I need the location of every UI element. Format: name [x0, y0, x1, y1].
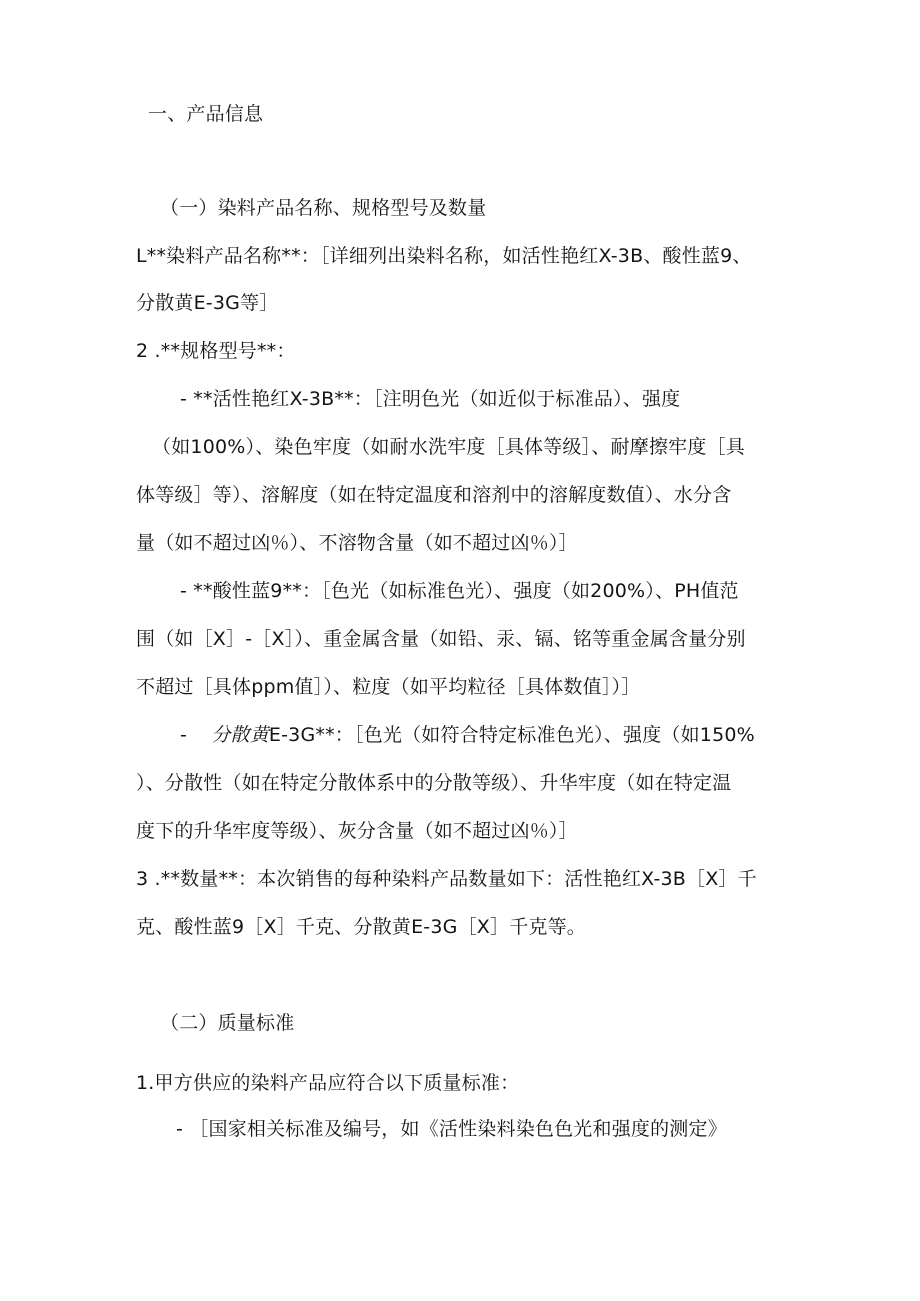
item1-line1: L**染料产品名称**：［详细列出染料名称，如活性艳红X-3B、酸性蓝9、	[136, 245, 752, 267]
quality-bullet1: - ［国家相关标准及编号，如《活性染料染色色光和强度的测定》	[176, 1118, 727, 1140]
section-heading: 一、产品信息	[148, 103, 264, 125]
item3-line1: 3 .**数量**：本次销售的每种染料产品数量如下：活性艳红X-3B［X］千	[136, 868, 757, 890]
spec3-dash: -	[180, 724, 188, 746]
item2-label: 2 .**规格型号**：	[136, 340, 296, 362]
spec3-line1	[180, 723, 755, 747]
spec2-line1: - **酸性蓝9**：［色光（如标准色光）、强度（如200%）、PH值范	[180, 580, 739, 602]
spec1-line1: - **活性艳红X-3B**：［注明色光（如近似于标准品）、强度	[180, 388, 681, 410]
spec3-rest: E-3G**：［色光（如符合特定标准色光）、强度（如150%	[268, 724, 755, 746]
spec2-line3: 不超过［具体ppm值］）、粒度（如平均粒径［具体数值］）］	[136, 676, 641, 698]
spec1-line2: （如100%）、染色牢度（如耐水洗牢度［具体等级］、耐摩擦牢度［具	[152, 436, 745, 458]
spec2-line2: 围（如［X］-［X］）、重金属含量（如铅、汞、镉、铭等重金属含量分别	[136, 628, 746, 650]
quality-item1: 1.甲方供应的染料产品应符合以下质量标准：	[136, 1072, 520, 1094]
subsection-heading-2: （二）质量标准	[160, 1012, 295, 1034]
spec1-line3: 体等级］等）、溶解度（如在特定温度和溶剂中的溶解度数值）、水分含	[136, 484, 732, 506]
subsection-heading-1: （一）染料产品名称、规格型号及数量	[160, 197, 487, 219]
item1-line2: 分散黄E-3G等］	[136, 292, 279, 314]
spec3-line3: 度下的升华牢度等级）、灰分含量（如不超过凶％）］	[136, 820, 578, 842]
spec1-line4: 量（如不超过凶％）、不溶物含量（如不超过凶％）］	[136, 532, 578, 554]
spec3-line2: ）、分散性（如在特定分散体系中的分散等级）、升华牢度（如在特定温	[136, 772, 732, 794]
spec3-italic: 分散黄	[211, 724, 269, 746]
item3-line2: 克、酸性蓝9［X］千克、分散黄E-3G［X］千克等。	[136, 916, 586, 938]
